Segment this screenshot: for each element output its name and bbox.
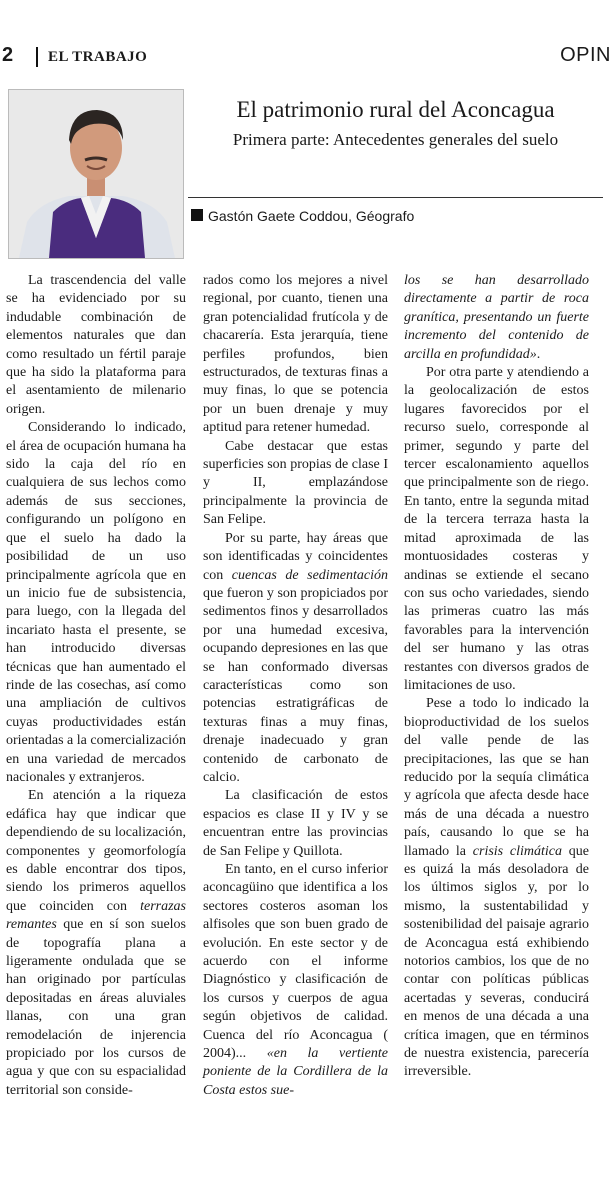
article-subtitle: Primera parte: Antecedentes generales del suelo: [232, 130, 559, 149]
paragraph: Pese a todo lo indicado la bioproductividad de los suelos del valle pende de las precipitaciones, las que se han reducido por la sequía climática y agrícola que afecta desde hace más de una década a nuestro país, causando lo que se ha llamado la crisis climática que es quizá la más desoladora de los últimos siglos y, por lo mismo, la sustentabilidad y sostenibilidad del paisaje agrario de Aconcagua está exhibiendo notorios cambios, los que de no contar con políticas públicas acertadas y severas, conducirá en menos de una década a una crítica imagen, que en términos de nuestra existencia, parecería irreversible.: [404, 696, 590, 1080]
paragraph: La trascendencia del valle se ha evidenciado por su indudable combinación de elementos naturales que dan como resultado un fértil paraje que ha sido la plataforma para el asentamiento de milenario origen.: [6, 273, 186, 417]
emphasis: terrazas remantes: [6, 898, 186, 933]
section-label: OPIN: [560, 44, 611, 66]
article-column-1: [6, 272, 186, 1100]
paragraph: Considerando lo indicado, el área de ocupación humana ha sido la caja del río en cualquiera de sus lechos como además de sus secciones, configurando un polígono en que el suelo ha dado la posibilidad de un uso principalmente agrícola que en un inicio fue de subsistencia, para luego, con la llegada del incariato hasta el presente, se han introducido diversas técnicas que han aumentado el rinde de las cosechas, así como una ampliación de cultivos cuyas productividades están orientadas a la comercialización en una variedad de mercados nacionales y extranjeros.: [6, 420, 186, 785]
emphasis: «en la vertiente poniente de la Cordillera de la Costa estos sue-: [203, 1046, 388, 1098]
newspaper-name: EL TRABAJO: [48, 49, 148, 65]
paragraph: los se han desarrollado directamente a partir de roca granítica, presentando un fuerte incremento del contenido de arcilla en profundidad».: [404, 273, 589, 362]
byline-divider: [188, 197, 603, 198]
emphasis: los se han desarrollado directamente a partir de roca granítica, presentando un fuerte incremento del contenido de arcilla en profundidad»: [404, 273, 589, 362]
article-title: El patrimonio rural del Aconcagua: [236, 97, 555, 122]
paragraph: La clasificación de estos espacios es clase II y IV y se encuentran entre las provincias de San Felipe y Quillota.: [203, 788, 388, 859]
paragraph: Por otra parte y atendiendo a la geolocalización de estos lugares favorecidos por el recurso suelo, corresponde al primer, segundo y parte del tercer escalonamiento aquellos que principalmente son de riego. En tanto, entre la segunda mitad de la tercera terraza hasta la mitad aproximada de las montuosidades costeras y andinas se extiende el secano con sus ocho variedades, siendo las primeras cuatro las más favorables para la intervención del ser humano y las otras restantes con diversos grados de limitaciones de uso.: [404, 365, 589, 693]
paragraph: Por su parte, hay áreas que son identificadas y coincidentes con cuencas de sedimentación que fueron y son propiciados por sedimentos finos y desarrollados por una humedad excesiva, ocupando depresiones en las que se han conformado diversas características como son potencias estratigráficas de texturas finas a muy finas, drenaje inadecuado y gran contenido de carbonato de calcio.: [203, 530, 388, 785]
paragraph: rados como los mejores a nivel regional, por cuanto, tienen una gran potencialidad frutícola y de chacarería. Esta jerarquía, tiene perfiles profundos, bien estructurados, de texturas finas a muy finas, lo que se potencia por un buen drenaje y muy aptitud para retener humedad.: [203, 273, 388, 436]
article-byline: Gastón Gaete Coddou, Géografo: [208, 208, 415, 224]
author-photo: [8, 89, 184, 259]
page-number: 2: [2, 44, 14, 66]
paragraph: Cabe destacar que estas superficies son propias de clase I y II, emplazándose principalmente la provincia de San Felipe.: [203, 438, 388, 528]
byline-marker: [191, 209, 203, 221]
paragraph: En tanto, en el curso inferior aconcagüino que identifica a los sectores costeros asoman los alfisoles que son buen grado de evolución. En este sector y de acuerdo con el informe Diagnóstico y clasificación de los cursos y cuerpos de agua según objetivos de calidad. Cuenca del río Aconcagua ( 2004)... «en la vertiente poniente de la Cordillera de la Costa estos sue-: [203, 862, 388, 1098]
article-column-2: [203, 272, 388, 1100]
emphasis: crisis climática: [472, 843, 563, 859]
emphasis: cuencas de sedimentación: [231, 567, 388, 583]
header-divider: [36, 47, 38, 67]
author-portrait-image: [9, 90, 183, 258]
article-column-3: [404, 272, 589, 1082]
page-header: [0, 44, 611, 74]
paragraph: En atención a la riqueza edáfica hay que indicar que dependiendo de su localización, componentes y geomorfología es dable encontrar dos tipos, siendo los primeros aquellos que coinciden con terrazas remantes que en sí son suelos de topografía plana a ligeramente ondulada que se han originado por partículas depositadas en áreas aluviales llanas, con una gran remodelación de injerencia propiciado por los cursos de agua y que con su espacialidad territorial son conside-: [6, 788, 186, 1098]
